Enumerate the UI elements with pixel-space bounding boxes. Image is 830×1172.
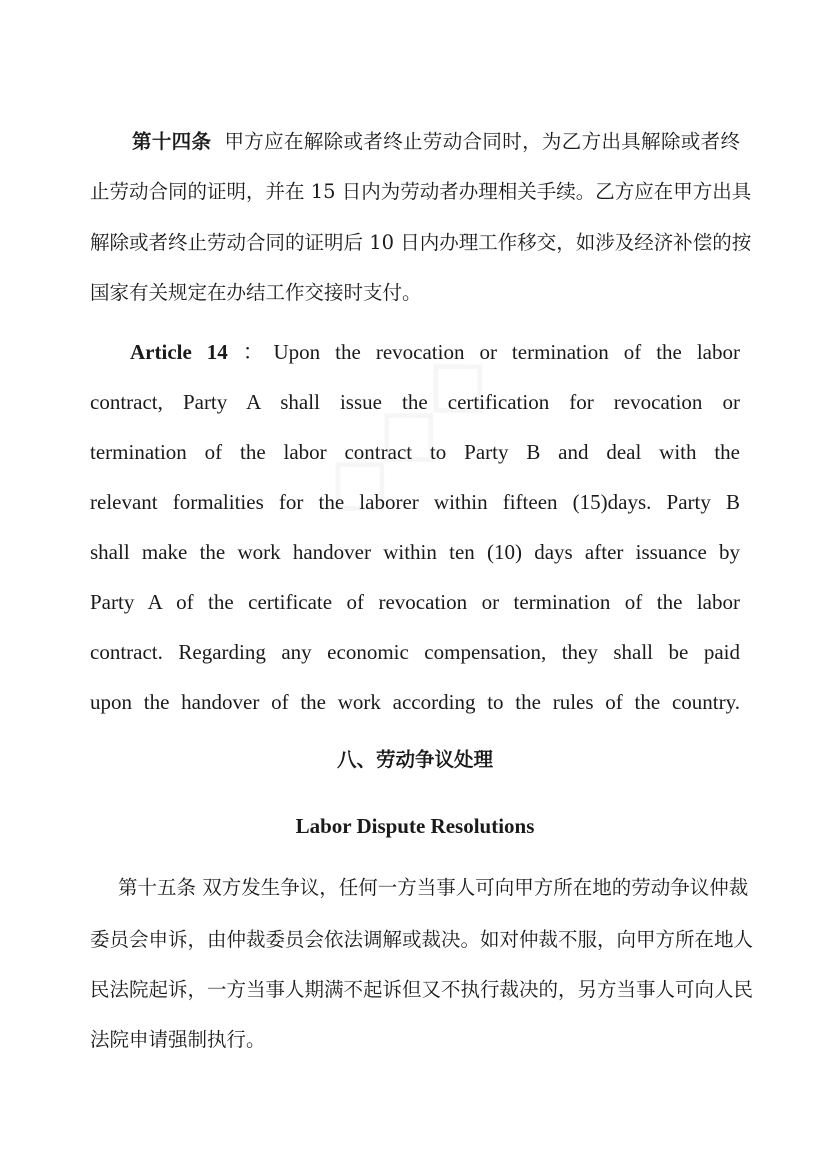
article14-en-line: Article 14 ：Upon the revocation or termination of the labor bbox=[130, 340, 740, 364]
article14-zh-line: 第十四条 甲方应在解除或者终止劳动合同时，为乙方出具解除或者终 bbox=[132, 130, 740, 153]
article14-zh-line: 解除或者终止劳动合同的证明后 10 日内办理工作移交，如涉及经济补偿的按 bbox=[90, 231, 752, 254]
article14-en-line: termination of the labor contract to Party B and deal with the bbox=[90, 440, 740, 464]
article14-en-line: shall make the work handover within ten (10) days after issuance by bbox=[90, 540, 740, 564]
article15-zh-line: 法院申请强制执行。 bbox=[90, 1028, 266, 1051]
article14-en-line: Party A of the certificate of revocation or termination of the labor bbox=[90, 590, 740, 614]
section-title-en: Labor Dispute Resolutions bbox=[295, 814, 535, 838]
article14-zh-line: 止劳动合同的证明，并在 15 日内为劳动者办理相关手续。乙方应在甲方出具 bbox=[90, 180, 752, 203]
section-title-zh: 八、劳动争议处理 bbox=[336, 748, 493, 771]
article15-zh-line: 第十五条 双方发生争议，任何一方当事人可向甲方所在地的劳动争议仲裁 bbox=[118, 876, 749, 899]
article14-en-line: contract. Regarding any economic compensation, they shall be paid bbox=[90, 640, 740, 664]
article14-en-line: relevant formalities for the laborer within fifteen (15)days. Party B bbox=[90, 490, 740, 514]
article14-en-line: contract, Party A shall issue the certification for revocation or bbox=[90, 390, 740, 414]
article15-zh-line: 委员会申诉，由仲裁委员会依法调解或裁决。如对仲裁不服，向甲方所在地人 bbox=[90, 928, 754, 951]
article15-zh-line: 民法院起诉，一方当事人期满不起诉但又不执行裁决的，另方当事人可向人民 bbox=[90, 978, 754, 1001]
article14-zh-label: 第十四条 bbox=[132, 130, 212, 153]
article14-en-line: upon the handover of the work according to the rules of the country. bbox=[90, 690, 740, 714]
article14-en-label: Article 14 bbox=[130, 340, 228, 364]
article14-zh-line: 国家有关规定在办结工作交接时支付。 bbox=[90, 281, 422, 304]
